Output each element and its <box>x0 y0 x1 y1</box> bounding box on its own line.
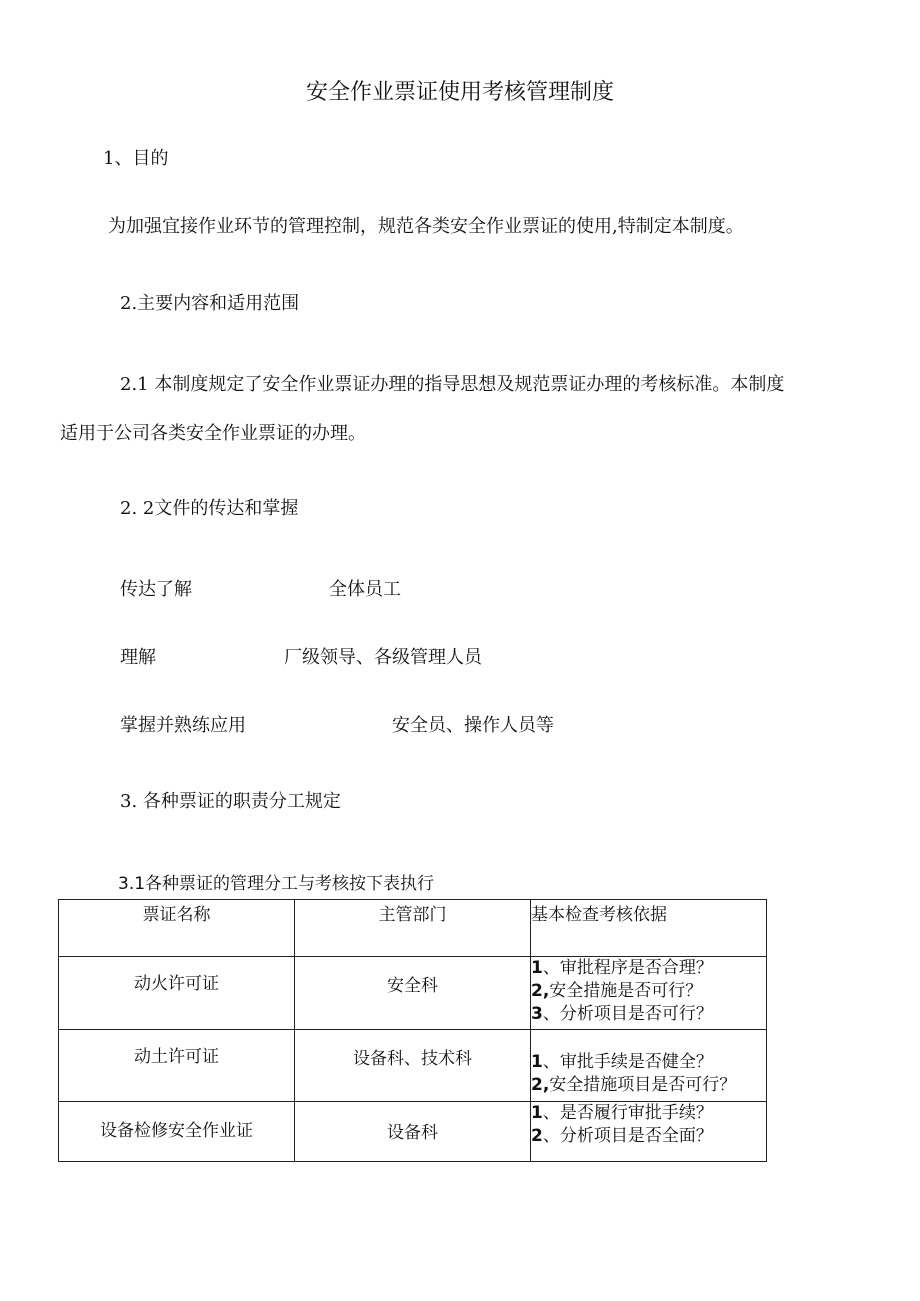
section-2-1-line-2: 适用于公司各类安全作业票证的办理。 <box>60 423 366 444</box>
permit-department: 安全科 <box>387 976 438 996</box>
basis-item: 3、分析项目是否可行？ <box>531 1004 713 1024</box>
permit-name: 动火许可证 <box>134 974 219 994</box>
basis-item: 2、分析项目是否全面？ <box>531 1126 713 1146</box>
basis-item: 2,安全措施项目是否可行？ <box>531 1075 737 1095</box>
basis-item: 1、审批程序是否合理？ <box>531 958 713 978</box>
document-title: 安全作业票证使用考核管理制度 <box>305 80 614 105</box>
section-1-heading: 1、目的 <box>103 148 169 169</box>
level-label: 掌握并熟练应用 <box>120 715 246 736</box>
section-2-2-heading: 2. 2文件的传达和掌握 <box>120 498 299 519</box>
table-header-row <box>59 900 767 957</box>
permit-name: 设备检修安全作业证 <box>100 1121 253 1141</box>
level-label: 传达了解 <box>120 579 192 600</box>
level-target: 全体员工 <box>329 579 401 600</box>
level-label: 理解 <box>120 647 156 668</box>
permit-table <box>58 899 767 1162</box>
table-row <box>59 957 767 1030</box>
header-department: 主管部门 <box>295 900 531 957</box>
table-row <box>59 1030 767 1102</box>
permit-department: 设备科、技术科 <box>353 1049 472 1069</box>
basis-item: 2,安全措施是否可行？ <box>531 981 703 1001</box>
header-permit-name: 票证名称 <box>59 900 295 957</box>
permit-name: 动土许可证 <box>134 1047 219 1067</box>
section-3-1-heading: 3.1各种票证的管理分工与考核按下表执行 <box>118 874 435 894</box>
header-basis: 基本检查考核依据 <box>531 900 767 957</box>
table-row <box>59 1102 767 1162</box>
section-2-1-line-1: 2.1 本制度规定了安全作业票证办理的指导思想及规范票证办理的考核标准。本制度 <box>120 374 785 395</box>
basis-item: 1、审批手续是否健全？ <box>531 1052 713 1072</box>
section-3-heading: 3. 各种票证的职责分工规定 <box>120 791 341 812</box>
basis-item: 1、是否履行审批手续？ <box>531 1103 713 1123</box>
permit-department: 设备科 <box>387 1123 438 1143</box>
section-2-heading: 2.主要内容和适用范围 <box>120 293 300 314</box>
level-target: 厂级领导、各级管理人员 <box>284 647 482 668</box>
section-1-body: 为加强宜接作业环节的管理控制，规范各类安全作业票证的使用,特制定本制度。 <box>108 216 744 237</box>
level-target: 安全员、操作人员等 <box>392 715 554 736</box>
